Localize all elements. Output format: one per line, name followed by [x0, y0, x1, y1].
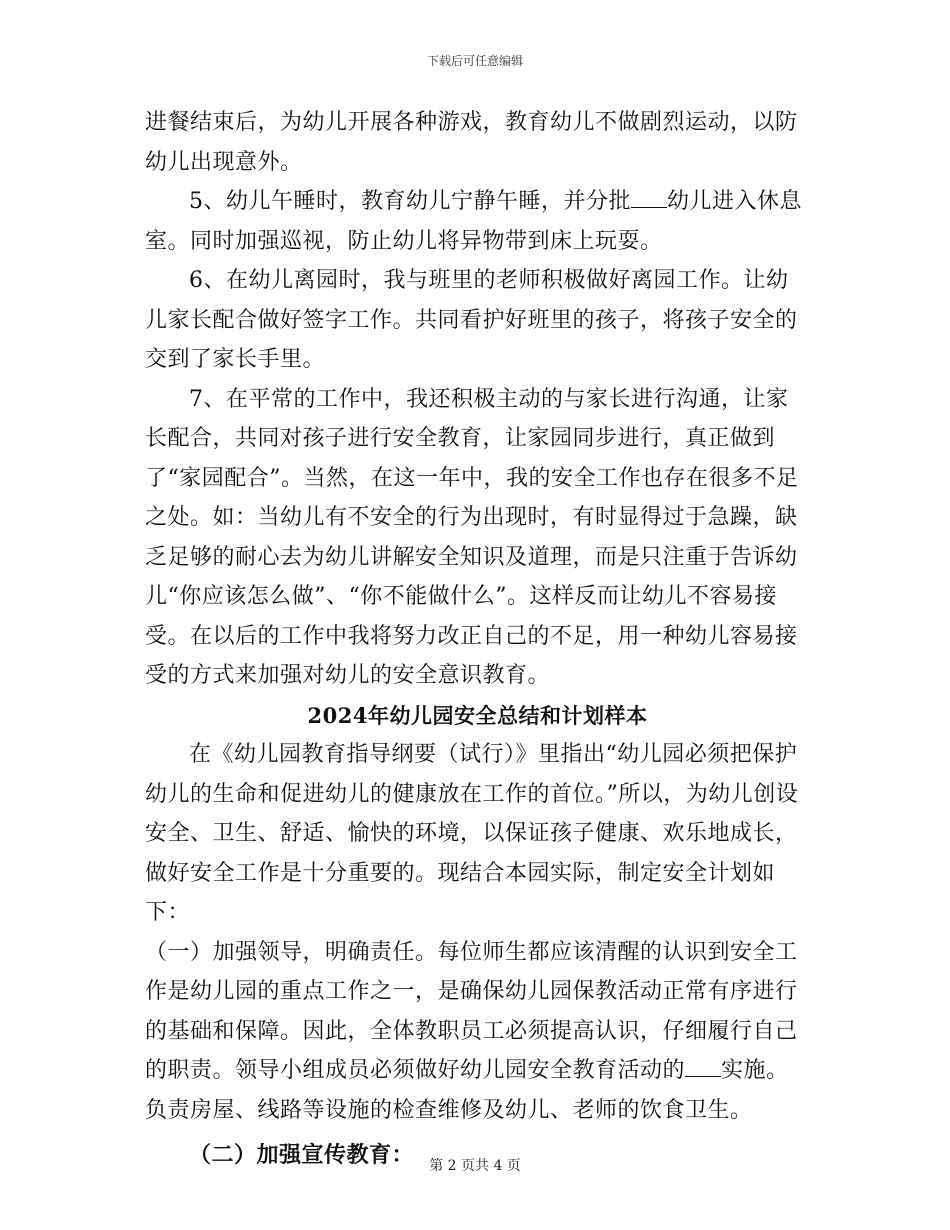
subheading-publicity-education: （二）加强宣传教育：: [189, 1142, 415, 1168]
paragraph-intro: 在《幼儿园教育指导纲要（试行）》里指出“幼儿园必须把保护幼儿的生命和促进幼儿的健康放在工作的首位。”所以，为幼儿创设安全、卫生、舒适、愉快的环境，以保证孩子健康、欢乐地成长，做好安全工作是十分重要的。现结合本园实际，制定安全计划如下：: [145, 742, 799, 925]
document-body: [145, 103, 810, 1176]
fill-in-blank: [631, 189, 667, 208]
nap-text-end: 幼儿进入休息室。同时加强巡视，防止幼儿将异物带到床上玩耍。: [145, 189, 803, 254]
leadership-text-end: 实施。负责房屋、线路等设施的检查维修及幼儿、老师的饮食卫生。: [145, 1058, 789, 1123]
paragraph-meal-games: 进餐结束后，为幼儿开展各种游戏，教育幼儿不做剧烈运动，以防幼儿出现意外。: [145, 110, 798, 175]
nap-text-start: 5、幼儿午睡时，教育幼儿宁静午睡，并分批: [189, 189, 631, 214]
paragraph-nap-time: [145, 182, 810, 261]
paragraph-parent-communication: 7、在平常的工作中，我还积极主动的与家长进行沟通，让家长配合，共同对孩子进行安全教育，让家园同步进行，真正做到了“家园配合”。当然，在这一年中，我的安全工作也存在很多不足之处。如：当幼儿有不安全的行为出现时，有时显得过于急躁，缺乏足够的耐心去为幼儿讲解安全知识及道理，而是只注重于告诉幼儿“你应该怎么做”、“你不能做什么”。这样反而让幼儿不容易接受。在以后的工作中我将努力改正自己的不足，用一种幼儿容易接受的方式来加强对幼儿的安全意识教育。: [145, 386, 799, 688]
page-header-note: 下载后可任意编辑: [426, 54, 523, 68]
page-footer-number: 第 2 页共 4 页: [429, 1158, 521, 1174]
fill-in-blank: [685, 1058, 721, 1077]
paragraph-departure: 6、在幼儿离园时，我与班里的老师积极做好离园工作。让幼儿家长配合做好签字工作。共同看护好班里的孩子，将孩子安全的交到了家长手里。: [145, 268, 798, 372]
leadership-text-start: （一）加强领导，明确责任。每位师生都应该清醒的认识到安全工作是幼儿园的重点工作之一，是确保幼儿园保教活动正常有序进行的基础和保障。因此，全体教职员工必须提高认识，仔细履行自己的职责。领导小组成员必须做好幼儿园安全教育活动的: [145, 939, 798, 1083]
paragraph-leadership: [145, 933, 810, 1131]
section-title: 2024年幼儿园安全总结和计划样本: [307, 702, 648, 728]
